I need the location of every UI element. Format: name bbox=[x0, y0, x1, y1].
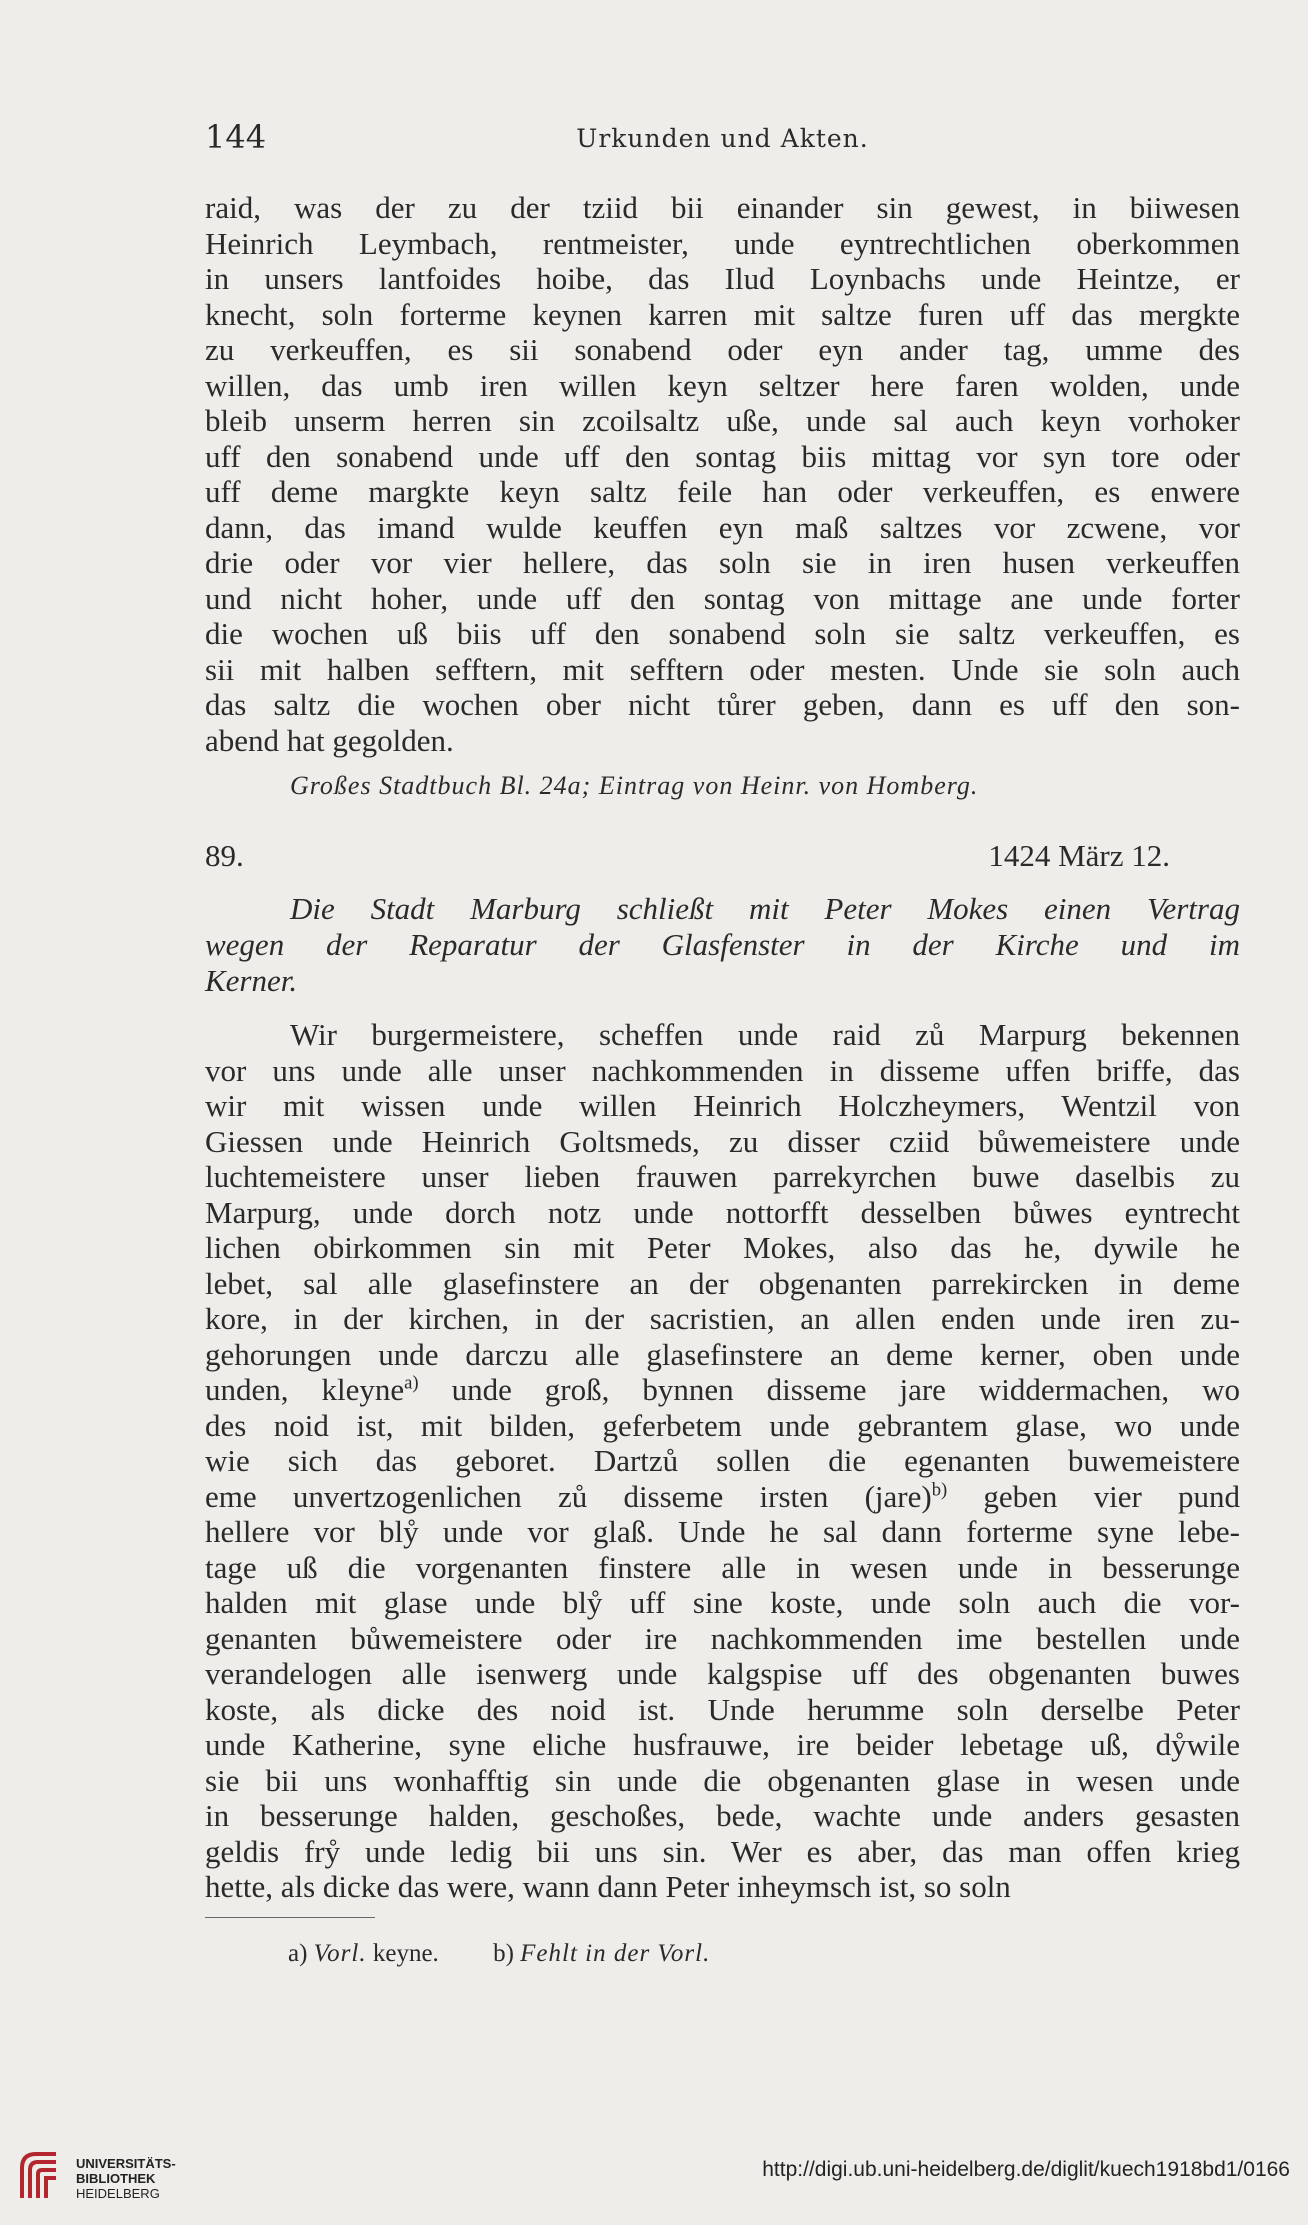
page-number: 144 bbox=[205, 118, 267, 156]
text-line: lichen obirkommen sin mit Peter Mokes, also das he, dywile he bbox=[205, 1230, 1240, 1265]
document-entry-header bbox=[205, 838, 1240, 874]
library-logo-icon bbox=[16, 2148, 64, 2204]
page-body bbox=[205, 190, 1240, 1905]
text-line: unden, kleyne$^{a)}$ unde groß, bynnen disseme jare widdermachen, wo bbox=[205, 1372, 1240, 1407]
text-line: hellere vor blẙ unde vor glaß. Unde he sal dann forterme syne lebe- bbox=[205, 1514, 1240, 1549]
text-line: hette, als dicke das were, wann dann Peter inheymsch ist, so soln bbox=[205, 1869, 1011, 1904]
text-line: das saltz die wochen ober nicht tůrer geben, dann es uff den son- bbox=[205, 687, 1240, 722]
text-line: koste, als dicke des noid ist. Unde herumme soln derselbe Peter bbox=[205, 1691, 1240, 1727]
running-title: Urkunden und Akten. bbox=[576, 124, 869, 153]
text-line: luchtemeistere unser lieben frauwen parrekyrchen buwe daselbis zu bbox=[205, 1159, 1240, 1194]
text-line: sie bii uns wonhafftig sin unde die obgenanten glase in wesen unde bbox=[205, 1762, 1240, 1798]
page-footer bbox=[0, 2130, 1308, 2225]
text-line: sii mit halben sefftern, mit sefftern oder mesten. Unde sie soln auch bbox=[205, 651, 1240, 687]
text-line: verandelogen alle isenwerg unde kalgspise uff des obgenanten buwes bbox=[205, 1656, 1240, 1691]
text-line: tage uß die vorgenanten finstere alle in wesen unde in besserunge bbox=[205, 1549, 1240, 1585]
text-line: halden mit glase unde blẙ uff sine koste, unde soln auch die vor- bbox=[205, 1585, 1240, 1620]
text-line: uff deme margkte keyn saltz feile han oder verkeuffen, es enwere bbox=[205, 474, 1240, 509]
footnote-a: a) Vorl. keyne. bbox=[288, 1940, 439, 1967]
text-line: kore, in der kirchen, in der sacristien, an allen enden unde iren zu- bbox=[205, 1301, 1240, 1336]
text-line: in besserunge halden, geschoßes, bede, wachte unde anders gesasten bbox=[205, 1798, 1240, 1833]
text-line: Marpurg, unde dorch notz unde nottorfft desselben bůwes eyntrecht bbox=[205, 1194, 1240, 1230]
footnote-b: b) Fehlt in der Vorl. bbox=[493, 1940, 711, 1967]
text-line: drie oder vor vier hellere, das soln sie in iren husen verkeuffen bbox=[205, 545, 1240, 580]
text-line: bleib unserm herren sin zcoilsaltz uße, unde sal auch keyn vorhoker bbox=[205, 403, 1240, 438]
text-line: Kerner. bbox=[205, 963, 298, 998]
text-line: vor uns unde alle unser nachkommenden in disseme uffen briffe, das bbox=[205, 1052, 1240, 1088]
page-header bbox=[205, 118, 1240, 162]
footnote-marker: a) bbox=[404, 1372, 419, 1394]
text-line: wegen der Reparatur der Glasfenster in der Kirche und im bbox=[205, 927, 1240, 962]
text-line: zu verkeuffen, es sii sonabend oder eyn ander tag, umme des bbox=[205, 332, 1240, 367]
entry-number: 89. bbox=[205, 837, 244, 873]
text-line: dann, das imand wulde keuffen eyn maß saltzes vor zcwene, vor bbox=[205, 509, 1240, 545]
text-line: Wir burgermeistere, scheffen unde raid zů Marpurg bekennen bbox=[290, 1017, 1240, 1052]
entry-date: 1424 März 12. bbox=[988, 837, 1170, 873]
text-line: genanten bůwemeistere oder ire nachkommenden ime bestellen unde bbox=[205, 1620, 1240, 1656]
source-citation: Großes Stadtbuch Bl. 24a; Eintrag von Heinr. von Homberg. bbox=[290, 771, 979, 800]
text-line: in unsers lantfoides hoibe, das Ilud Loynbachs unde Heintze, er bbox=[205, 261, 1240, 296]
text-line: uff den sonabend unde uff den sontag biis mittag vor syn tore oder bbox=[205, 438, 1240, 474]
text-line: Giessen unde Heinrich Goltsmeds, zu disser cziid bůwemeistere unde bbox=[205, 1123, 1240, 1159]
paragraph-continued bbox=[205, 190, 1240, 758]
text-line: abend hat gegolden. bbox=[205, 722, 454, 758]
text-line: geldis frẙ unde ledig bii uns sin. Wer es aber, das man offen krieg bbox=[205, 1833, 1240, 1869]
text-line: lebet, sal alle glasefinstere an der obgenanten parrekircken in deme bbox=[205, 1265, 1240, 1301]
text-line: des noid ist, mit bilden, geferbetem unde gebrantem glase, wo unde bbox=[205, 1407, 1240, 1443]
text-line: raid, was der zu der tziid bii einander sin gewest, in biiwesen bbox=[205, 190, 1240, 225]
text-line: die wochen uß biis uff den sonabend soln sie saltz verkeuffen, es bbox=[205, 616, 1240, 651]
source-url: http://digi.ub.uni-heidelberg.de/diglit/kuech1918bd1/0166 bbox=[762, 2158, 1290, 2181]
text-line: eme unvertzogenlichen zů disseme irsten (jare)$^{b)}$ geben vier pund bbox=[205, 1478, 1240, 1514]
text-line: gehorungen unde darczu alle glasefinstere an deme kerner, oben unde bbox=[205, 1336, 1240, 1372]
text-line: knecht, soln forterme keynen karren mit saltze furen uff das mergkte bbox=[205, 296, 1240, 332]
footnote-marker: b) bbox=[931, 1479, 948, 1501]
footnote-rule bbox=[205, 1917, 375, 1918]
text-line: wir mit wissen unde willen Heinrich Holczheymers, Wentzil von bbox=[205, 1088, 1240, 1123]
text-line: willen, das umb iren willen keyn seltzer here faren wolden, unde bbox=[205, 367, 1240, 403]
library-name: UNIVERSITÄTS- BIBLIOTHEK HEIDELBERG bbox=[76, 2156, 176, 2201]
text-line: unde Katherine, syne eliche husfrauwe, ire beider lebetage uß, dẙwile bbox=[205, 1727, 1240, 1762]
entry-title bbox=[205, 891, 1240, 999]
text-line: Heinrich Leymbach, rentmeister, unde eyntrechtlichen oberkommen bbox=[205, 225, 1240, 261]
text-line: und nicht hoher, unde uff den sontag von mittage ane unde forter bbox=[205, 580, 1240, 616]
entry-text bbox=[205, 1017, 1240, 1905]
footnotes bbox=[288, 1940, 758, 1968]
text-line: wie sich das geboret. Dartzů sollen die egenanten buwemeistere bbox=[205, 1443, 1240, 1478]
text-line: Die Stadt Marburg schließt mit Peter Mokes einen Vertrag bbox=[290, 891, 1240, 926]
